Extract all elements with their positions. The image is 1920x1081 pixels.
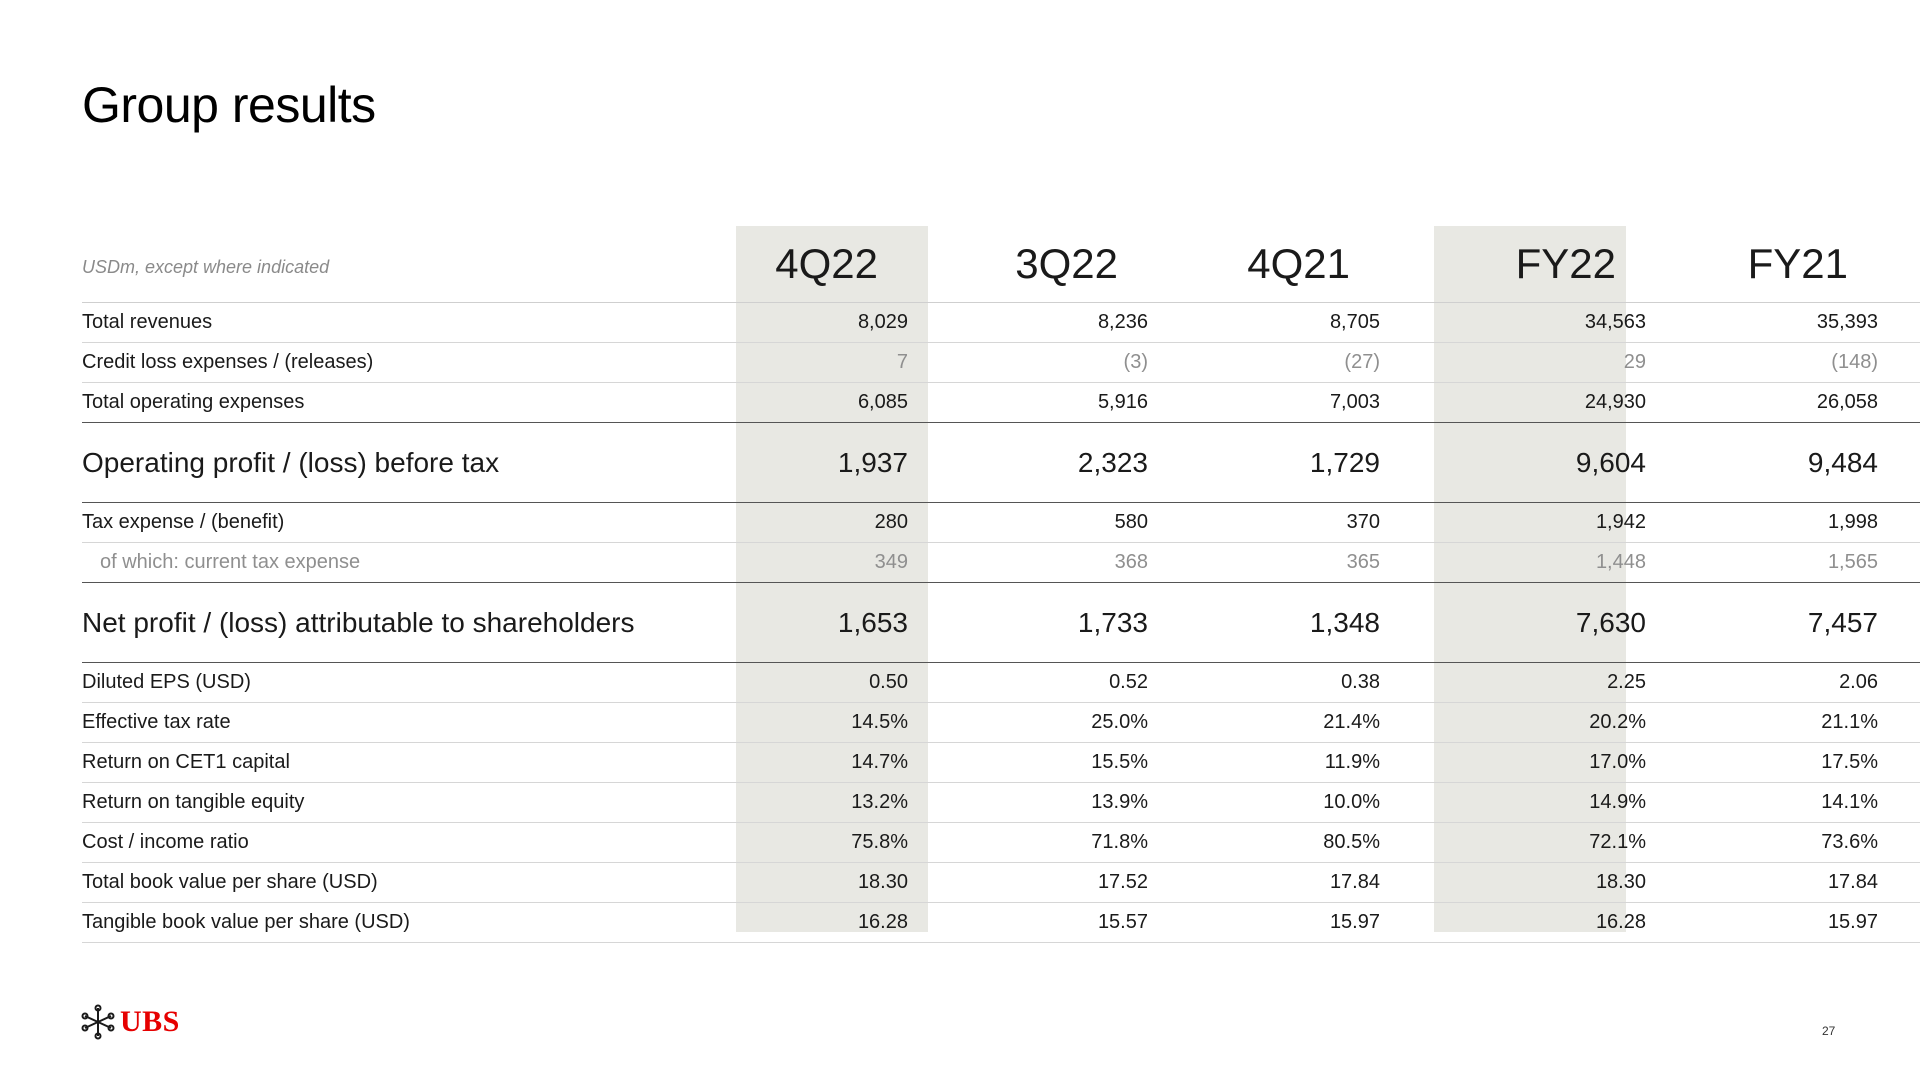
page-title: Group results bbox=[82, 77, 376, 133]
cell-3q22: 15.57 bbox=[976, 903, 1168, 943]
cell-4q21: 0.38 bbox=[1208, 663, 1400, 703]
cell-4q21: 11.9% bbox=[1208, 743, 1400, 783]
row-label: Total revenues bbox=[82, 303, 736, 343]
table-row bbox=[82, 303, 1920, 343]
cell-4q21: 21.4% bbox=[1208, 703, 1400, 743]
table-row bbox=[82, 663, 1920, 703]
row-label: Return on tangible equity bbox=[82, 783, 736, 823]
cell-fy21: 1,998 bbox=[1706, 503, 1898, 543]
cell-fy22: 2.25 bbox=[1474, 663, 1666, 703]
cell-fy21: 17.84 bbox=[1706, 863, 1898, 903]
period-header-fy21: FY21 bbox=[1706, 226, 1898, 303]
cell-fy21: 17.5% bbox=[1706, 743, 1898, 783]
page-number: 27 bbox=[1822, 1024, 1836, 1038]
table-row bbox=[82, 823, 1920, 863]
row-label: Effective tax rate bbox=[82, 703, 736, 743]
cell-4q21: 365 bbox=[1208, 543, 1400, 583]
ubs-keys-icon bbox=[80, 1004, 116, 1040]
cell-3q22: 1,733 bbox=[976, 583, 1168, 663]
cell-fy22: 14.9% bbox=[1474, 783, 1666, 823]
cell-3q22: (3) bbox=[976, 343, 1168, 383]
cell-fy21: 14.1% bbox=[1706, 783, 1898, 823]
table-row bbox=[82, 503, 1920, 543]
cell-fy22: 1,942 bbox=[1474, 503, 1666, 543]
table-header-row bbox=[82, 226, 1920, 303]
cell-3q22: 71.8% bbox=[976, 823, 1168, 863]
row-label: Total book value per share (USD) bbox=[82, 863, 736, 903]
cell-fy21: 1,565 bbox=[1706, 543, 1898, 583]
cell-4q22: 6,085 bbox=[736, 383, 928, 423]
cell-fy21: 2.06 bbox=[1706, 663, 1898, 703]
cell-3q22: 368 bbox=[976, 543, 1168, 583]
table-row bbox=[82, 703, 1920, 743]
cell-4q21: 8,705 bbox=[1208, 303, 1400, 343]
cell-fy21: 15.97 bbox=[1706, 903, 1898, 943]
row-label: of which: current tax expense bbox=[82, 543, 736, 583]
cell-4q22: 16.28 bbox=[736, 903, 928, 943]
cell-4q21: 80.5% bbox=[1208, 823, 1400, 863]
cell-4q22: 349 bbox=[736, 543, 928, 583]
cell-3q22: 2,323 bbox=[976, 423, 1168, 503]
row-label: Diluted EPS (USD) bbox=[82, 663, 736, 703]
table-row bbox=[82, 583, 1920, 663]
table-row bbox=[82, 543, 1920, 583]
cell-4q22: 18.30 bbox=[736, 863, 928, 903]
table-row bbox=[82, 863, 1920, 903]
cell-fy22: 29 bbox=[1474, 343, 1666, 383]
logo-text: UBS bbox=[120, 1005, 180, 1038]
cell-4q21: 10.0% bbox=[1208, 783, 1400, 823]
cell-fy21: 7,457 bbox=[1706, 583, 1898, 663]
period-header-4q21: 4Q21 bbox=[1208, 226, 1400, 303]
cell-fy22: 72.1% bbox=[1474, 823, 1666, 863]
cell-3q22: 17.52 bbox=[976, 863, 1168, 903]
group-results-table bbox=[82, 226, 1920, 943]
cell-fy21: 26,058 bbox=[1706, 383, 1898, 423]
cell-fy22: 7,630 bbox=[1474, 583, 1666, 663]
row-label: Tangible book value per share (USD) bbox=[82, 903, 736, 943]
cell-3q22: 580 bbox=[976, 503, 1168, 543]
cell-4q21: 15.97 bbox=[1208, 903, 1400, 943]
table-row bbox=[82, 343, 1920, 383]
table-row bbox=[82, 743, 1920, 783]
cell-4q21: 17.84 bbox=[1208, 863, 1400, 903]
cell-4q22: 8,029 bbox=[736, 303, 928, 343]
cell-4q22: 0.50 bbox=[736, 663, 928, 703]
row-label: Total operating expenses bbox=[82, 383, 736, 423]
cell-3q22: 0.52 bbox=[976, 663, 1168, 703]
cell-fy22: 1,448 bbox=[1474, 543, 1666, 583]
cell-4q22: 14.5% bbox=[736, 703, 928, 743]
cell-fy21: 9,484 bbox=[1706, 423, 1898, 503]
cell-fy22: 17.0% bbox=[1474, 743, 1666, 783]
cell-fy21: 21.1% bbox=[1706, 703, 1898, 743]
row-label: Return on CET1 capital bbox=[82, 743, 736, 783]
cell-3q22: 13.9% bbox=[976, 783, 1168, 823]
period-header-3q22: 3Q22 bbox=[976, 226, 1168, 303]
row-label: Tax expense / (benefit) bbox=[82, 503, 736, 543]
cell-3q22: 8,236 bbox=[976, 303, 1168, 343]
cell-4q21: 7,003 bbox=[1208, 383, 1400, 423]
cell-4q21: 1,348 bbox=[1208, 583, 1400, 663]
cell-fy22: 9,604 bbox=[1474, 423, 1666, 503]
cell-4q21: 370 bbox=[1208, 503, 1400, 543]
cell-4q22: 280 bbox=[736, 503, 928, 543]
cell-fy22: 16.28 bbox=[1474, 903, 1666, 943]
cell-fy21: 73.6% bbox=[1706, 823, 1898, 863]
cell-4q22: 75.8% bbox=[736, 823, 928, 863]
cell-4q22: 14.7% bbox=[736, 743, 928, 783]
row-label: Operating profit / (loss) before tax bbox=[82, 423, 736, 503]
cell-fy22: 34,563 bbox=[1474, 303, 1666, 343]
cell-3q22: 25.0% bbox=[976, 703, 1168, 743]
row-label: Cost / income ratio bbox=[82, 823, 736, 863]
row-label: Net profit / (loss) attributable to shareholders bbox=[82, 583, 736, 663]
row-label: Credit loss expenses / (releases) bbox=[82, 343, 736, 383]
period-header-4q22: 4Q22 bbox=[736, 226, 928, 303]
cell-4q22: 1,937 bbox=[736, 423, 928, 503]
cell-fy22: 18.30 bbox=[1474, 863, 1666, 903]
cell-3q22: 5,916 bbox=[976, 383, 1168, 423]
cell-4q22: 13.2% bbox=[736, 783, 928, 823]
cell-4q21: 1,729 bbox=[1208, 423, 1400, 503]
period-header-fy22: FY22 bbox=[1474, 226, 1666, 303]
cell-4q21: (27) bbox=[1208, 343, 1400, 383]
cell-fy22: 24,930 bbox=[1474, 383, 1666, 423]
cell-fy22: 20.2% bbox=[1474, 703, 1666, 743]
table-row bbox=[82, 383, 1920, 423]
unit-note: USDm, except where indicated bbox=[82, 226, 736, 303]
ubs-logo bbox=[80, 1004, 180, 1040]
cell-3q22: 15.5% bbox=[976, 743, 1168, 783]
table-row bbox=[82, 783, 1920, 823]
cell-fy21: 35,393 bbox=[1706, 303, 1898, 343]
cell-4q22: 7 bbox=[736, 343, 928, 383]
cell-4q22: 1,653 bbox=[736, 583, 928, 663]
table-row bbox=[82, 423, 1920, 503]
table-row bbox=[82, 903, 1920, 943]
cell-fy21: (148) bbox=[1706, 343, 1898, 383]
